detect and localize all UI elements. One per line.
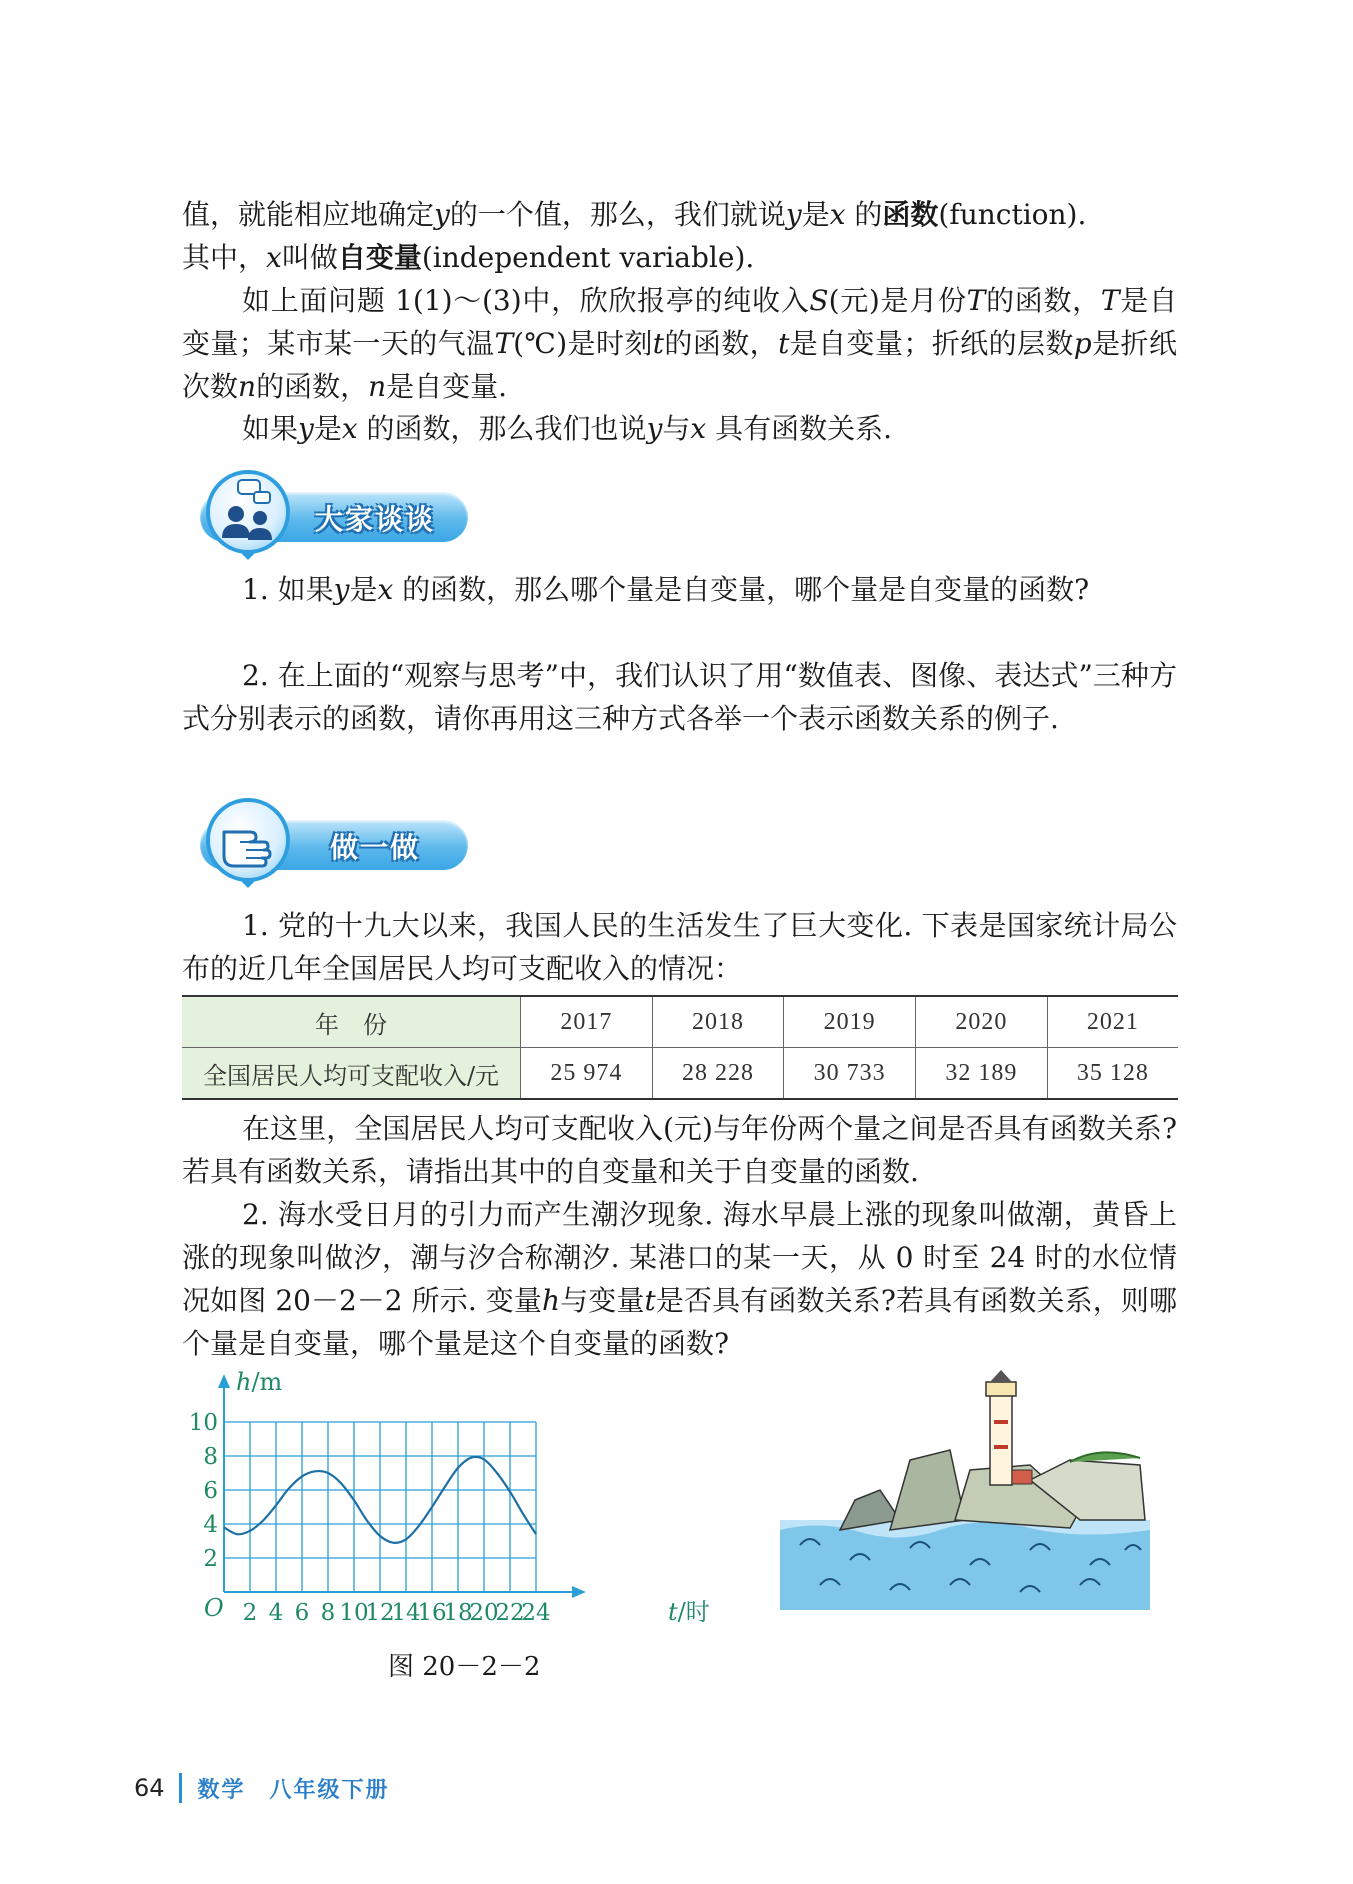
variable: y [646,412,663,445]
lighthouse-illustration [780,1370,1160,1610]
text: (元)是月份 [828,284,967,317]
variable: x [341,412,358,445]
text: (independent variable). [421,241,755,274]
text: 如果 [242,412,299,445]
lighthouse-lamp [986,1382,1016,1396]
page-footer [134,1768,390,1808]
variable: x [829,198,846,231]
stripe [994,1445,1008,1449]
variable: T [966,284,986,317]
text: 的函数，那么我们也说 [357,412,647,445]
task-text: 在这里，全国居民人均可支配收入(元)与年份两个量之间是否具有函数关系?若具有函数关系，请指出其中的自变量和关于自变量的函数. [182,1112,1177,1188]
text: 是自变量；折纸的层数 [789,327,1074,360]
task-text: 1. 党的十九大以来，我国人民的生活发生了巨大变化. 下表是国家统计局公布的近几年全国居民人均可支配收入的情况： [182,909,1177,985]
y-axis-label [236,1370,283,1396]
variable: h [542,1284,561,1317]
table-row [182,1048,1178,1100]
y-tick-label: 10 [188,1410,218,1436]
variable: x [690,412,707,445]
text: 的函数，那么哪个量是自变量，哪个量是自变量的函数? [393,573,1090,606]
table-header-year: 年 份 [182,996,521,1048]
text: 的一个值，那么，我们就说 [449,198,786,231]
text: 的函数， [664,327,779,360]
variable: n [238,370,257,403]
trees [1070,1452,1140,1462]
origin-label: O [204,1594,224,1622]
variable: S [809,284,829,317]
lighthouse-tower [990,1395,1012,1485]
text: 是 [349,573,378,606]
table-header-income: 全国居民人均可支配收入/元 [182,1048,521,1100]
variable: T [494,327,514,360]
section-icon-circle [206,798,290,882]
hut [1012,1470,1032,1484]
y-tick-label: 4 [203,1512,218,1538]
text: 的 [845,198,883,231]
paragraph-definition [182,193,1177,279]
page-number: 64 [134,1774,165,1802]
y-axis-unit: /m [251,1370,283,1396]
table-cell: 28 228 [652,1048,784,1100]
variable: x [266,241,282,274]
x-tick-label: 10 [339,1600,369,1626]
variable: y [333,573,350,606]
table-cell: 35 128 [1047,1048,1178,1100]
text: 的函数， [985,284,1101,317]
text: 具有函数关系. [706,412,893,445]
text: 如上面问题 1(1)～(3)中，欣欣报亭的纯收入 [242,284,810,317]
variable: n [368,370,387,403]
variable: t [652,327,665,360]
stripe [994,1420,1008,1424]
discuss-text: 2. 在上面的“观察与思考”中，我们认识了用“数值表、图像、表达式”三种方式分别表示的函数，请你再用这三种方式各举一个表示函数关系的例子. [182,659,1177,735]
text: (℃)是时刻 [513,327,653,360]
y-axis-arrow [218,1374,230,1388]
text: 叫做 [281,241,338,274]
people-talking-icon [210,474,286,550]
variable: p [1073,327,1092,360]
text: 的函数， [256,370,369,403]
table-cell: 2018 [652,996,784,1048]
discuss-item-2 [182,654,1177,740]
x-axis-label [668,1598,710,1626]
x-tick-label: 14 [391,1600,421,1626]
y-tick-label: 6 [203,1478,218,1504]
task-1 [182,904,1177,990]
sea-waves [780,1522,1150,1610]
lighthouse-roof [990,1370,1012,1382]
x-tick-label: 22 [495,1600,525,1626]
discuss-item-1 [182,568,1177,611]
x-tick-label: 4 [268,1600,284,1626]
term-function: 函数 [882,198,939,231]
table-cell: 25 974 [521,1048,653,1100]
income-table [182,995,1178,1100]
paragraph-examples [182,279,1177,408]
x-tick-label: 12 [365,1600,395,1626]
table-row [182,996,1178,1048]
text: 是 [313,412,342,445]
x-axis-unit: /时 [677,1598,710,1626]
x-tick-label: 16 [417,1600,447,1626]
text: 其中， [182,241,267,274]
table-cell: 2020 [916,996,1048,1048]
text: 与 [662,412,691,445]
x-tick-label: 6 [294,1600,310,1626]
table-cell: 30 733 [784,1048,916,1100]
book-title: 数学 八年级下册 [197,1777,390,1803]
x-tick-label: 8 [320,1600,336,1626]
y-tick-label: 2 [203,1546,218,1572]
text: 1. 如果 [242,573,334,606]
y-axis-variable: h [236,1370,252,1396]
tide-chart [180,1370,740,1635]
section-icon-circle [206,470,290,554]
text: (function). [938,198,1087,231]
task-1-question [182,1107,1177,1193]
task-2 [182,1193,1177,1365]
variable: y [434,198,450,231]
text: 与变量 [560,1284,645,1317]
text: 值，就能相应地确定 [182,198,435,231]
text: 是折纸次数 [182,327,1177,403]
section-pointer [238,550,258,560]
table-cell: 2021 [1047,996,1178,1048]
section-header-discuss [180,470,470,562]
chart-grid [224,1422,536,1592]
hand-icon [210,802,286,878]
text: 是 [801,198,830,231]
section-title: 大家谈谈 [314,503,435,536]
variable: y [298,412,314,445]
x-tick-label: 18 [443,1600,473,1626]
variable: T [1100,284,1120,317]
x-tick-label: 20 [469,1600,499,1626]
rock [890,1450,965,1530]
x-axis-variable: t [668,1598,678,1626]
table-cell: 2019 [784,996,916,1048]
x-tick-label: 24 [521,1600,551,1626]
text: 是自变量. [386,370,508,403]
x-axis-arrow [572,1586,586,1598]
table-cell: 2017 [521,996,653,1048]
section-title: 做一做 [329,831,420,864]
chart-axes [218,1374,586,1598]
footer-divider [179,1773,182,1803]
text: 2. 海水受日月的引力而产生潮汐现象. 海水早晨上涨的现象叫做潮，黄昏上涨的现象叫做汐，潮与汐合称潮汐. 某港口的某一天，从 0 时至 24 时的水位情况如图 20－2－2 所示. 变量 [182,1198,1177,1317]
variable: t [644,1284,656,1317]
y-tick-label: 8 [203,1444,218,1470]
paragraph-relation [182,407,1177,450]
figure-caption: 图 20－2－2 [388,1652,541,1682]
term-independent-variable: 自变量 [337,241,422,274]
variable: y [785,198,802,231]
variable: x [377,573,394,606]
x-tick-label: 2 [242,1600,258,1626]
table-cell: 32 189 [916,1048,1048,1100]
section-header-try [180,798,470,890]
section-pointer [238,878,258,888]
chart-ticks [189,1410,551,1626]
variable: t [778,327,790,360]
text: 是自变量；某市某一天的气温 [182,284,1177,360]
text: 是否具有函数关系?若具有函数关系，则哪个量是自变量，哪个量是这个自变量的函数? [182,1284,1177,1360]
